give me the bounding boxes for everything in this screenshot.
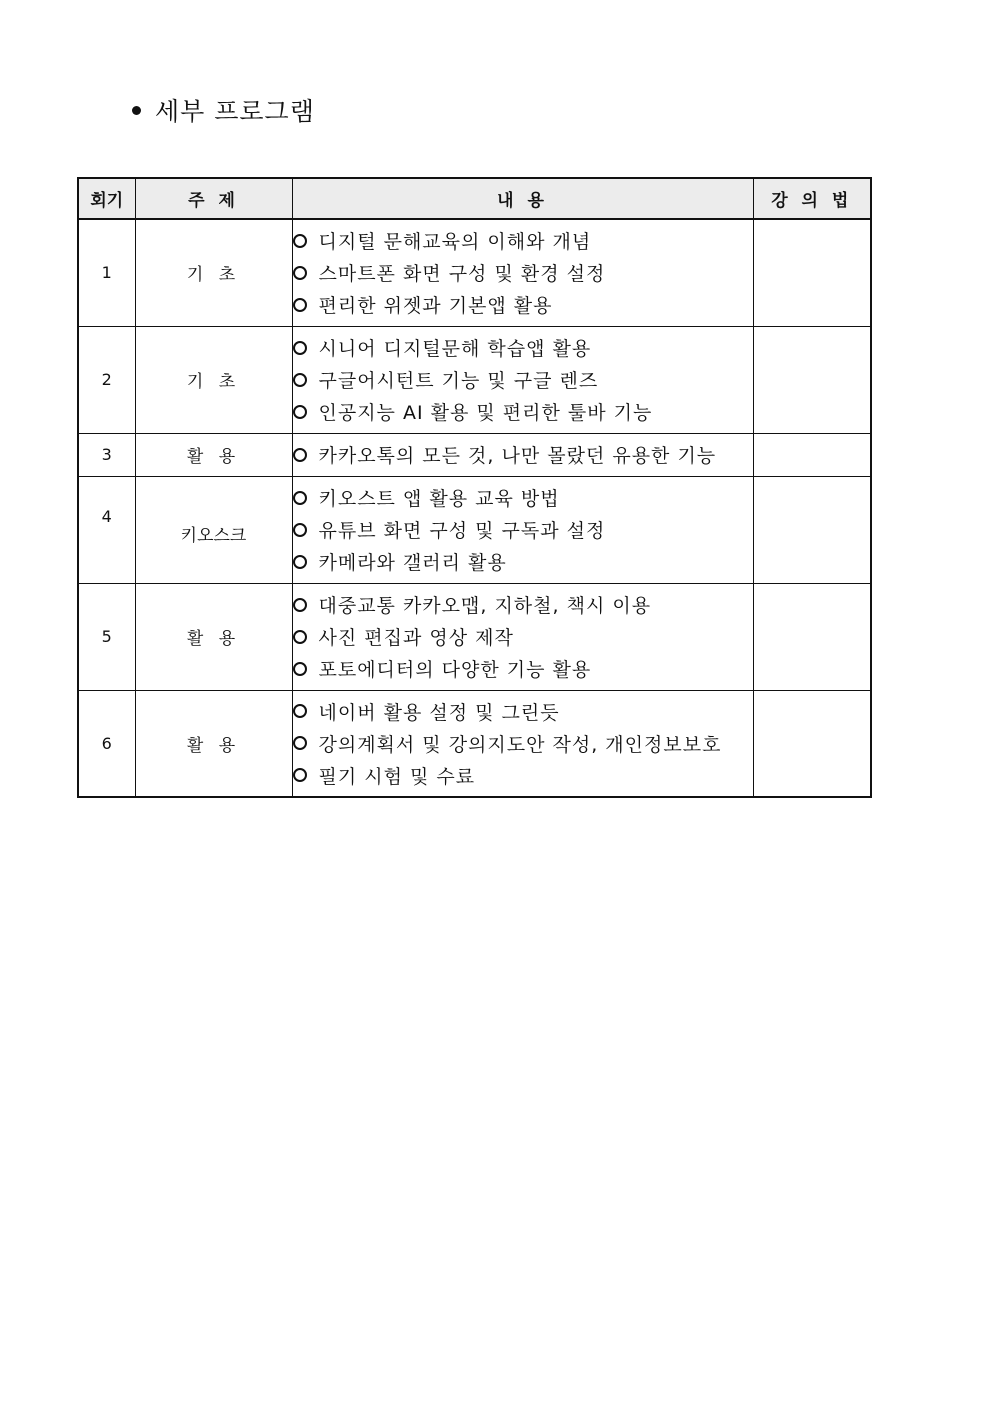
list-item: 시니어 디지털문해 학습앱 활용 bbox=[293, 332, 753, 364]
topic-cell: 기 초 bbox=[135, 219, 292, 326]
list-item: 인공지능 AI 활용 및 편리한 툴바 기능 bbox=[293, 396, 753, 428]
circle-bullet-icon bbox=[293, 768, 307, 782]
topic-cell: 키오스크 bbox=[135, 476, 292, 583]
table-row bbox=[78, 433, 871, 476]
round-cell: 4 bbox=[78, 476, 135, 583]
method-cell bbox=[753, 433, 871, 476]
circle-bullet-icon bbox=[293, 234, 307, 248]
content-cell bbox=[292, 219, 753, 326]
round-cell: 2 bbox=[78, 326, 135, 433]
list-item: 강의계획서 및 강의지도안 작성, 개인정보보호 bbox=[293, 727, 753, 759]
table-row bbox=[78, 476, 871, 583]
section-title: 세부 프로그램 bbox=[155, 97, 315, 126]
content-cell bbox=[292, 583, 753, 690]
topic-cell: 활 용 bbox=[135, 583, 292, 690]
bullet-icon bbox=[132, 106, 141, 115]
list-item: 편리한 위젯과 기본앱 활용 bbox=[293, 289, 753, 321]
list-item: 네이버 활용 설정 및 그린듯 bbox=[293, 695, 753, 727]
method-cell bbox=[753, 476, 871, 583]
topic-cell: 활 용 bbox=[135, 433, 292, 476]
list-item: 카카오톡의 모든 것, 나만 몰랐던 유용한 기능 bbox=[293, 439, 753, 471]
circle-bullet-icon bbox=[293, 341, 307, 355]
table-row bbox=[78, 326, 871, 433]
circle-bullet-icon bbox=[293, 598, 307, 612]
list-item: 유튜브 화면 구성 및 구독과 설정 bbox=[293, 514, 753, 546]
circle-bullet-icon bbox=[293, 298, 307, 312]
list-item: 디지털 문해교육의 이해와 개념 bbox=[293, 225, 753, 257]
list-item: 대중교통 카카오맵, 지하철, 책시 이용 bbox=[293, 589, 753, 621]
circle-bullet-icon bbox=[293, 704, 307, 718]
circle-bullet-icon bbox=[293, 736, 307, 750]
content-cell bbox=[292, 326, 753, 433]
list-item: 포토에디터의 다양한 기능 활용 bbox=[293, 653, 753, 685]
list-item: 필기 시험 및 수료 bbox=[293, 759, 753, 791]
table-header-row bbox=[78, 178, 871, 219]
circle-bullet-icon bbox=[293, 662, 307, 676]
circle-bullet-icon bbox=[293, 266, 307, 280]
header-content: 내 용 bbox=[292, 178, 753, 219]
table-row bbox=[78, 690, 871, 797]
header-topic: 주 제 bbox=[135, 178, 292, 219]
circle-bullet-icon bbox=[293, 555, 307, 569]
list-item: 카메라와 갤러리 활용 bbox=[293, 546, 753, 578]
list-item: 구글어시턴트 기능 및 구글 렌즈 bbox=[293, 364, 753, 396]
circle-bullet-icon bbox=[293, 405, 307, 419]
round-cell: 6 bbox=[78, 690, 135, 797]
header-method: 강 의 법 bbox=[753, 178, 871, 219]
list-item: 사진 편집과 영상 제작 bbox=[293, 621, 753, 653]
program-table bbox=[77, 177, 872, 798]
header-round: 회기 bbox=[78, 178, 135, 219]
round-cell: 1 bbox=[78, 219, 135, 326]
round-cell: 3 bbox=[78, 433, 135, 476]
method-cell bbox=[753, 583, 871, 690]
content-cell bbox=[292, 690, 753, 797]
content-cell bbox=[292, 476, 753, 583]
circle-bullet-icon bbox=[293, 630, 307, 644]
method-cell bbox=[753, 326, 871, 433]
circle-bullet-icon bbox=[293, 523, 307, 537]
method-cell bbox=[753, 690, 871, 797]
content-cell bbox=[292, 433, 753, 476]
topic-cell: 활 용 bbox=[135, 690, 292, 797]
circle-bullet-icon bbox=[293, 373, 307, 387]
list-item: 스마트폰 화면 구성 및 환경 설정 bbox=[293, 257, 753, 289]
topic-cell: 기 초 bbox=[135, 326, 292, 433]
list-item: 키오스트 앱 활용 교육 방법 bbox=[293, 482, 753, 514]
method-cell bbox=[753, 219, 871, 326]
round-cell: 5 bbox=[78, 583, 135, 690]
table-row bbox=[78, 583, 871, 690]
section-heading bbox=[132, 92, 315, 128]
circle-bullet-icon bbox=[293, 491, 307, 505]
table-row bbox=[78, 219, 871, 326]
circle-bullet-icon bbox=[293, 448, 307, 462]
